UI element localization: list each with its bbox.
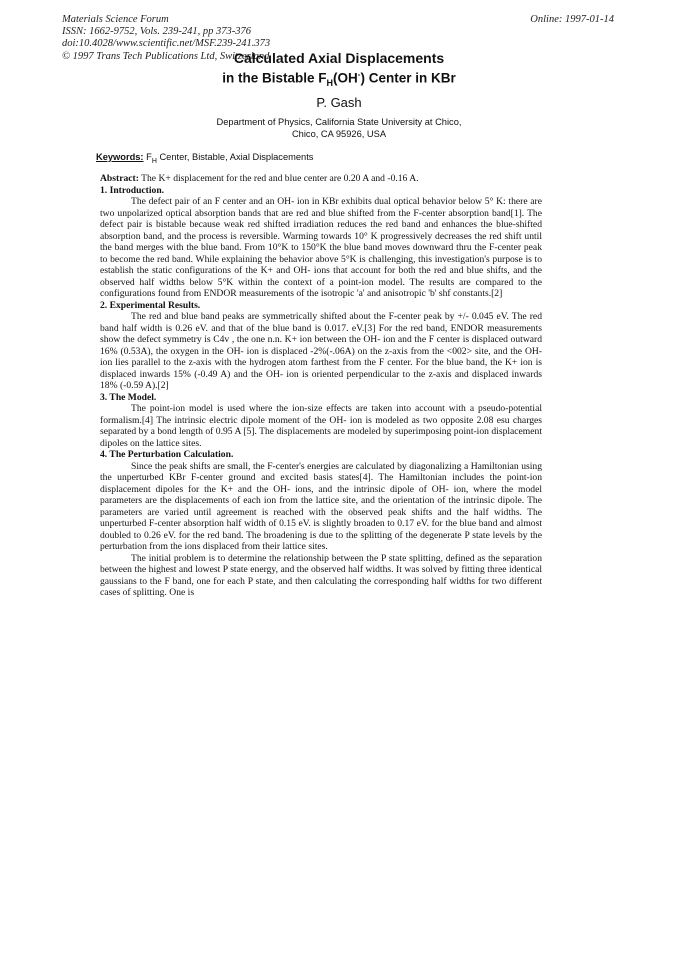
section-heading: 1. Introduction. bbox=[100, 184, 165, 196]
issn-line: ISSN: 1662-9752, Vols. 239-241, pp 373-376 bbox=[62, 26, 251, 38]
paper-title: in the Bistable $F_H(OH^-)$ Center in KBr bbox=[222, 70, 456, 89]
paragraph: The red and blue band peaks are symmetrically shifted about the F-center peak by +/- 0.045 eV. The red band half width is 0.26 eV. and that of the blue band is 0.017. eV.[3] For the red band, ENDOR measurements show the defect symmetry is C4v , the one n.n. K+ ion between the OH- ion and the F center is displaced outward 16% (0.53A), the oxygen in the OH- ion is displaced -2%(-.06A) on the z-axis from the <002> site, and the OH- ion lies parallel to the z-axis with the hydrogen atom farthest from the F center. For the blue band, the K+ ion is displaced inwards 15% (-0.49 A) and the OH- ion is oriented perpendicular to the z-axis and displaced inwards 18% (-0.59 A).[2] bbox=[100, 311, 542, 391]
paragraph: The defect pair of an F center and an OH- ion in KBr exhibits dual optical behavior below 5° K: there are two unpolarized optical absorption bands that are red and blue shifted from the F-center absorption band[1]. The defect pair is bistable because weak red shifted irradiation reduces the red band and enhances the blue-shifted absorption band, and the process is reversible. Warming towards 10° K progressively decreases the red shift until the band merges with the blue band. From 10°K to 150°K the blue band moves downward thru the F-center peak to become the red band. While explaining the behavior above 5°K is challenging, this investigation's purpose is to establish the static configurations of the K+ and OH- ions that account for both the red and blue shifts, and the observed half widths below 5°K within the context of a point-ion model. The results are compared to the configurations found from ENDOR measurements of the isotropic 'a' and anisotropic 'b' shf constants.[2] bbox=[100, 196, 542, 299]
online-date: Online: 1997-01-14 bbox=[530, 14, 614, 25]
copyright-line: © 1997 Trans Tech Publications Ltd, Switzerland bbox=[62, 50, 270, 62]
section-heading: 4. The Perturbation Calculation. bbox=[100, 449, 234, 460]
paper-body bbox=[100, 173, 542, 599]
keywords-label: Keywords: bbox=[96, 152, 144, 162]
journal-name: Materials Science Forum bbox=[62, 14, 169, 25]
paragraph: Since the peak shifts are small, the F-center's energies are calculated by diagonalizing a Hamiltonian using the unperturbed KBr F-center ground and excited basis states[4]. The Hamiltonian includes the point-ion displacement dipoles for the K+ and the OH- ions, and the intrinsic dipole of OH- ion, where the model parameters are the displacements of each ion from the lattice site, and the orientation of the intrinsic dipole. The parameters are varied until agreement is reached with the observed peak shifts and the half widths. The unperturbed F-center absorption half width of 0.15 eV. is slightly broaden to 0.17 eV. for the blue band and almost doubled to 0.26 eV. for the red band. The broadening is due to the splitting of the degenerate P state levels by the perturbation from the ions displaced from their lattice sites. bbox=[100, 460, 542, 552]
keywords-text: $F_H$ Center, Bistable, Axial Displacements bbox=[146, 152, 314, 165]
paragraph: The point-ion model is used where the ion-size effects are taken into account with a pseudo-potential formalism.[4] The intrinsic electric dipole moment of the OH- ion is modeled as two opposite 2.08 esu charges separated by a bond length of 0.95 A [5]. The displacements are modeled by superimposing point-ion displacement dipoles on the lattice sites. bbox=[100, 403, 542, 449]
doi-line: doi:10.4028/www.scientific.net/MSF.239-241.373 bbox=[62, 38, 271, 50]
section-heading: 3. The Model. bbox=[100, 391, 157, 403]
keywords bbox=[96, 152, 313, 165]
author: P. Gash bbox=[316, 95, 362, 110]
title-cut-line: Calculated Axial Displacements bbox=[233, 50, 445, 66]
section-heading: 2. Experimental Results. bbox=[100, 299, 201, 311]
abstract: Abstract: The K+ displacement for the red and blue center are 0.20 A and -0.16 A. bbox=[100, 173, 419, 184]
paragraph: The initial problem is to determine the relationship between the P state splitting, defined as the separation between the highest and lowest P state energy, and the observed half widths. It was solved by fitting three identical gaussians to the F band, one for each P state, and then calculating the corresponding half widths for two different cases of splitting. One is bbox=[100, 552, 542, 598]
affiliation: Department of Physics, California State University at Chico, Chico, CA 95926, USA bbox=[216, 117, 462, 139]
